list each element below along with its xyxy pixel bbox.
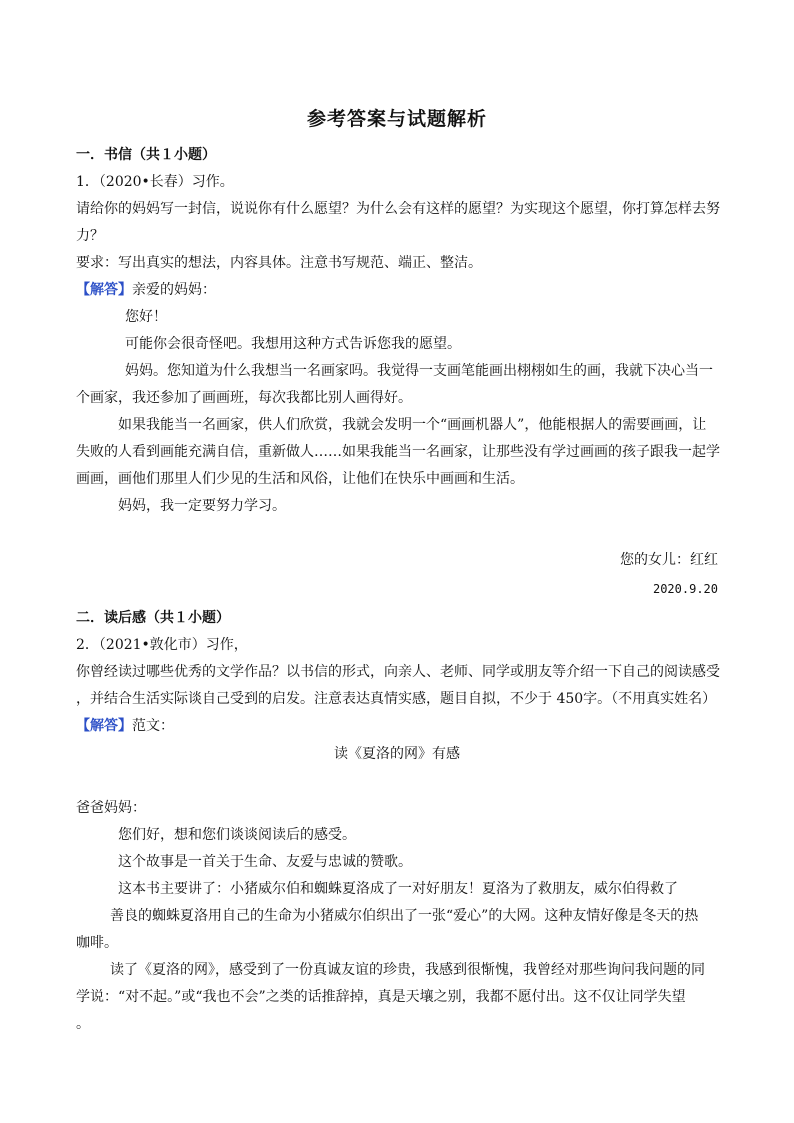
letter-date: 2020.9.20 (652, 582, 718, 596)
essay-title: 读《夏洛的网》有感 (334, 746, 460, 762)
essay-line: 。 (76, 1016, 90, 1032)
question-prompt-2-line1: 你曾经读过哪些优秀的文学作品？以书信的形式，向亲人、老师、同学或朋友等介绍一下自己的阅读感受 (76, 664, 720, 680)
page-title: 参考答案与试题解析 (306, 108, 487, 130)
section-heading-letter: 一．书信（共１小题） (76, 147, 216, 163)
essay-line: 爸爸妈妈： (76, 800, 146, 816)
letter-line: 画画，画他们那里人们少见的生活和风俗，让他们在快乐中画画和生活。 (76, 471, 524, 487)
letter-line: 如果我能当一名画家，供人们欣赏，我就会发明一个“画画机器人”，他能根据人的需要画画，让 (118, 417, 707, 433)
answer-intro: 范文： (132, 718, 174, 734)
question-prompt-2-line2: ，并结合生活实际谈自己受到的启发。注意表达真情实感，题目自拟，不少于 450字。（不用真实姓名） (76, 691, 717, 707)
letter-line: 个画家，我还参加了画画班，每次我都比别人画得好。 (76, 390, 412, 406)
section-heading-reflection: 二．读后感（共１小题） (76, 610, 230, 626)
letter-line: 妈妈，我一定要努力学习。 (118, 498, 286, 514)
answer-line-1 (76, 281, 216, 299)
answer-line-2 (76, 717, 174, 735)
essay-line: 这本书主要讲了：小猪威尔伯和蜘蛛夏洛成了一对好朋友！夏洛为了救朋友，威尔伯得救了 (118, 881, 678, 897)
letter-line: 妈妈。您知道为什么我想当一名画家吗。我觉得一支画笔能画出栩栩如生的画，我就下决心当一 (125, 363, 713, 379)
essay-line: 这个故事是一首关于生命、友爱与忠诚的赞歌。 (118, 854, 412, 870)
essay-line: 您们好，想和您们谈谈阅读后的感受。 (118, 827, 356, 843)
question-label-1: 1．（2020•长春）习作。 (76, 174, 234, 190)
question-prompt-1-line2: 力？ (76, 228, 104, 244)
letter-line: 可能你会很奇怪吧。我想用这种方式告诉您我的愿望。 (125, 336, 461, 352)
question-requirement-1: 要求：写出真实的想法，内容具体。注意书写规范、端正、整洁。 (76, 255, 482, 271)
answer-tag: 【解答】 (76, 718, 132, 734)
essay-line: 咖啡。 (76, 935, 118, 951)
essay-line: 读了《夏洛的网》，感受到了一份真诚友谊的珍贵，我感到很惭愧，我曾经对那些询问我问题的同 (110, 962, 705, 978)
question-prompt-1-line1: 请给你的妈妈写一封信，说说你有什么愿望？为什么会有这样的愿望？为实现这个愿望，你打算怎样去努 (76, 201, 720, 217)
answer-tag: 【解答】 (76, 282, 132, 298)
answer-greeting: 亲爱的妈妈： (132, 282, 216, 298)
letter-line: 失败的人看到画能充满自信，重新做人……如果我能当一名画家，让那些没有学过画画的孩子跟我一起学 (76, 444, 720, 460)
letter-signature: 您的女儿：红红 (620, 552, 718, 568)
essay-line: 善良的蜘蛛夏洛用自己的生命为小猪威尔伯织出了一张“爱心”的大网。这种友情好像是冬天的热 (110, 908, 699, 924)
letter-line: 您好！ (125, 309, 167, 325)
question-label-2: 2．（2021•敦化市）习作， (76, 637, 248, 653)
essay-line: 学说：“对不起。”或“我也不会”之类的话推辞掉，真是天壤之别，我都不愿付出。这不仅让同学失望 (76, 989, 686, 1005)
